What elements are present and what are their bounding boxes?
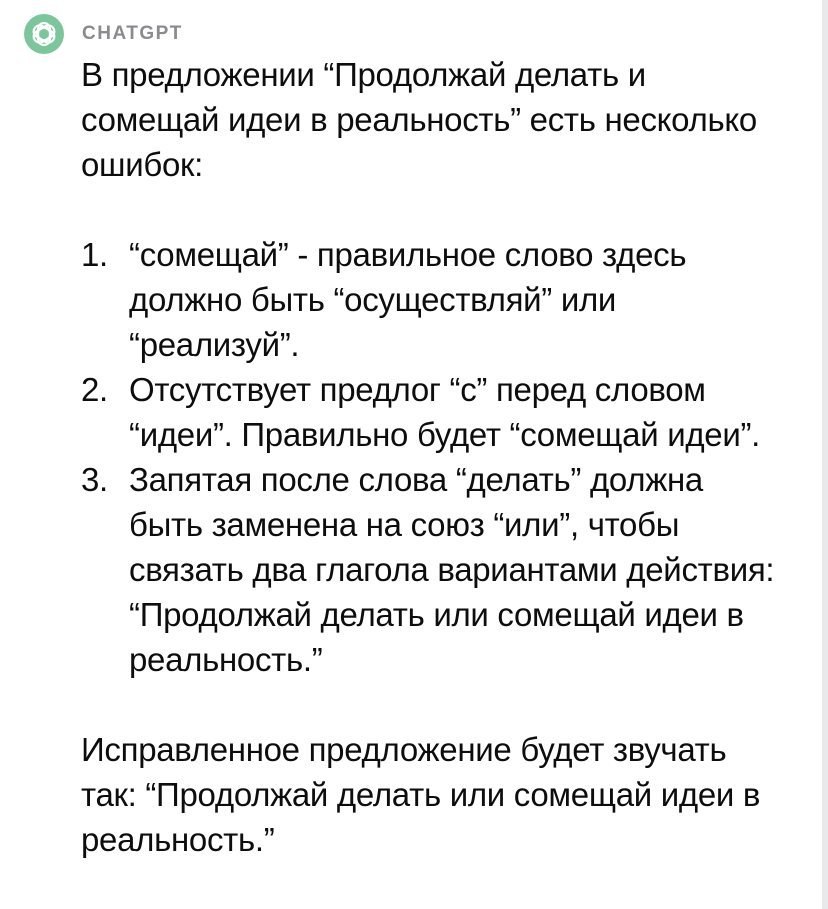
message-intro: В предложении “Продолжай делать и сомещай идеи в реальность” есть несколько ошибок: (81, 56, 757, 183)
list-item-text: “сомещай” - правильное слово здесь должно быть “осуществляй” или “реализуй”. (129, 236, 687, 363)
list-item (81, 457, 781, 682)
list-item-number: 1. (81, 236, 108, 273)
list-item-number: 2. (81, 371, 108, 408)
list-item (81, 232, 781, 367)
openai-logo-svg (29, 19, 59, 49)
paragraph-gap (81, 187, 781, 232)
list-item-text: Отсутствует предлог “с” перед словом “идеи”. Правильно будет “сомещай идеи”. (129, 371, 761, 453)
sender-name: CHATGPT (82, 23, 183, 44)
list-item-number: 3. (81, 461, 108, 498)
error-list (81, 232, 781, 682)
openai-logo-icon (24, 14, 64, 54)
message-header (24, 14, 183, 54)
message-conclusion: Исправленное предложение будет звучать так: “Продолжай делать или сомещай идеи в реальность.” (81, 731, 761, 858)
list-item-text: Запятая после слова “делать” должна быть заменена на союз “или”, чтобы связать два глагола вариантами действия: “Продолжай делать или сомещай идеи в реальность.” (129, 461, 775, 678)
message-body (81, 52, 781, 862)
list-item (81, 367, 781, 457)
scrollbar-track (822, 0, 828, 909)
paragraph-gap (81, 682, 781, 727)
